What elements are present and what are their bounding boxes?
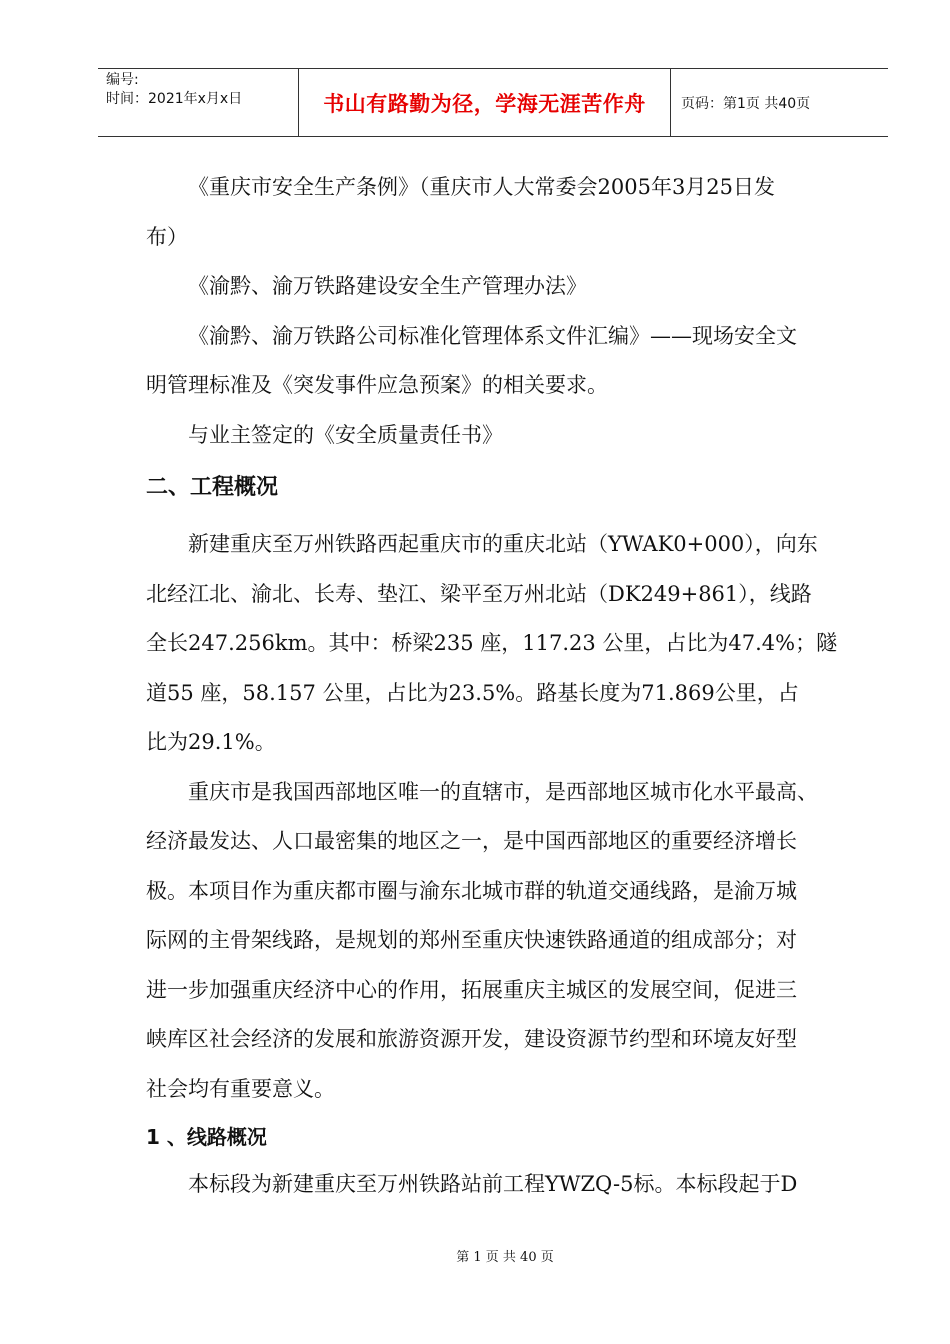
header-page-cell bbox=[671, 69, 888, 136]
footer-page-number: 第 1 页 共 40 页 bbox=[456, 1250, 554, 1265]
text-line: 际网的主骨架线路，是规划的郑州至重庆快速铁路通道的组成部分；对 bbox=[146, 928, 797, 952]
header-motto: 书山有路勤为径，学海无涯苦作舟 bbox=[323, 91, 646, 116]
paragraph-chongqing-significance bbox=[146, 768, 846, 1115]
text-line: 重庆市是我国西部地区唯一的直辖市，是西部地区城市化水平最高、 bbox=[188, 779, 818, 804]
page-header bbox=[98, 68, 888, 137]
text-line: 新建重庆至万州铁路西起重庆市的重庆北站（YWAK0+000），向东 bbox=[188, 532, 818, 556]
paragraph-section-scope: 本标段为新建重庆至万州铁路站前工程YWZQ-5标。本标段起于D bbox=[188, 1172, 798, 1196]
document-time-label: 时间：2021年x月x日 bbox=[106, 91, 243, 107]
header-motto-cell bbox=[299, 69, 671, 136]
text-line: 社会均有重要意义。 bbox=[146, 1076, 335, 1101]
section-heading-project-overview: 二、工程概况 bbox=[146, 475, 279, 500]
text-line: 峡库区社会经济的发展和旅游资源开发，建设资源节约型和环境友好型 bbox=[146, 1027, 797, 1051]
paragraph-regulation-chongqing bbox=[146, 163, 846, 262]
text-line: 布） bbox=[146, 224, 188, 249]
page-footer bbox=[0, 1246, 950, 1265]
text-line: 明管理标准及《突发事件应急预案》的相关要求。 bbox=[146, 373, 608, 397]
header-page-info: 页码：第1页 共40页 bbox=[681, 95, 811, 112]
text-line: 经济最发达、人口最密集的地区之一，是中国西部地区的重要经济增长 bbox=[146, 829, 797, 853]
text-line: 比为29.1%。 bbox=[146, 730, 276, 754]
text-line: 极。本项目作为重庆都市圈与渝东北城市群的轨道交通线路，是渝万城 bbox=[146, 878, 797, 903]
text-line: 《重庆市安全生产条例》（重庆市人大常委会2005年3月25日发 bbox=[188, 175, 776, 199]
paragraph-regulation-standards bbox=[146, 312, 846, 411]
paragraph-regulation-railway: 《渝黔、渝万铁路建设安全生产管理办法》 bbox=[188, 274, 587, 298]
text-line: 道55 座，58.157 公里，占比为23.5%。路基长度为71.869公里，占 bbox=[146, 680, 799, 705]
text-line: 全长247.256km。其中：桥梁235 座，117.23 公里，占比为47.4%；隧 bbox=[146, 631, 838, 655]
text-line: 进一步加强重庆经济中心的作用，拓展重庆主城区的发展空间，促进三 bbox=[146, 977, 797, 1002]
subsection-heading-line-overview: 1 、线路概况 bbox=[146, 1125, 267, 1149]
document-body bbox=[146, 163, 846, 1210]
document-number-label: 编号: bbox=[106, 72, 139, 88]
text-line: 《渝黔、渝万铁路公司标准化管理体系文件汇编》——现场安全文 bbox=[188, 323, 797, 348]
paragraph-line-overview bbox=[146, 520, 846, 768]
text-line: 北经江北、渝北、长寿、垫江、梁平至万州北站（DK249+861），线路 bbox=[146, 581, 812, 606]
paragraph-responsibility-agreement: 与业主签定的《安全质量责任书》 bbox=[188, 422, 503, 447]
header-meta-cell bbox=[98, 69, 299, 136]
